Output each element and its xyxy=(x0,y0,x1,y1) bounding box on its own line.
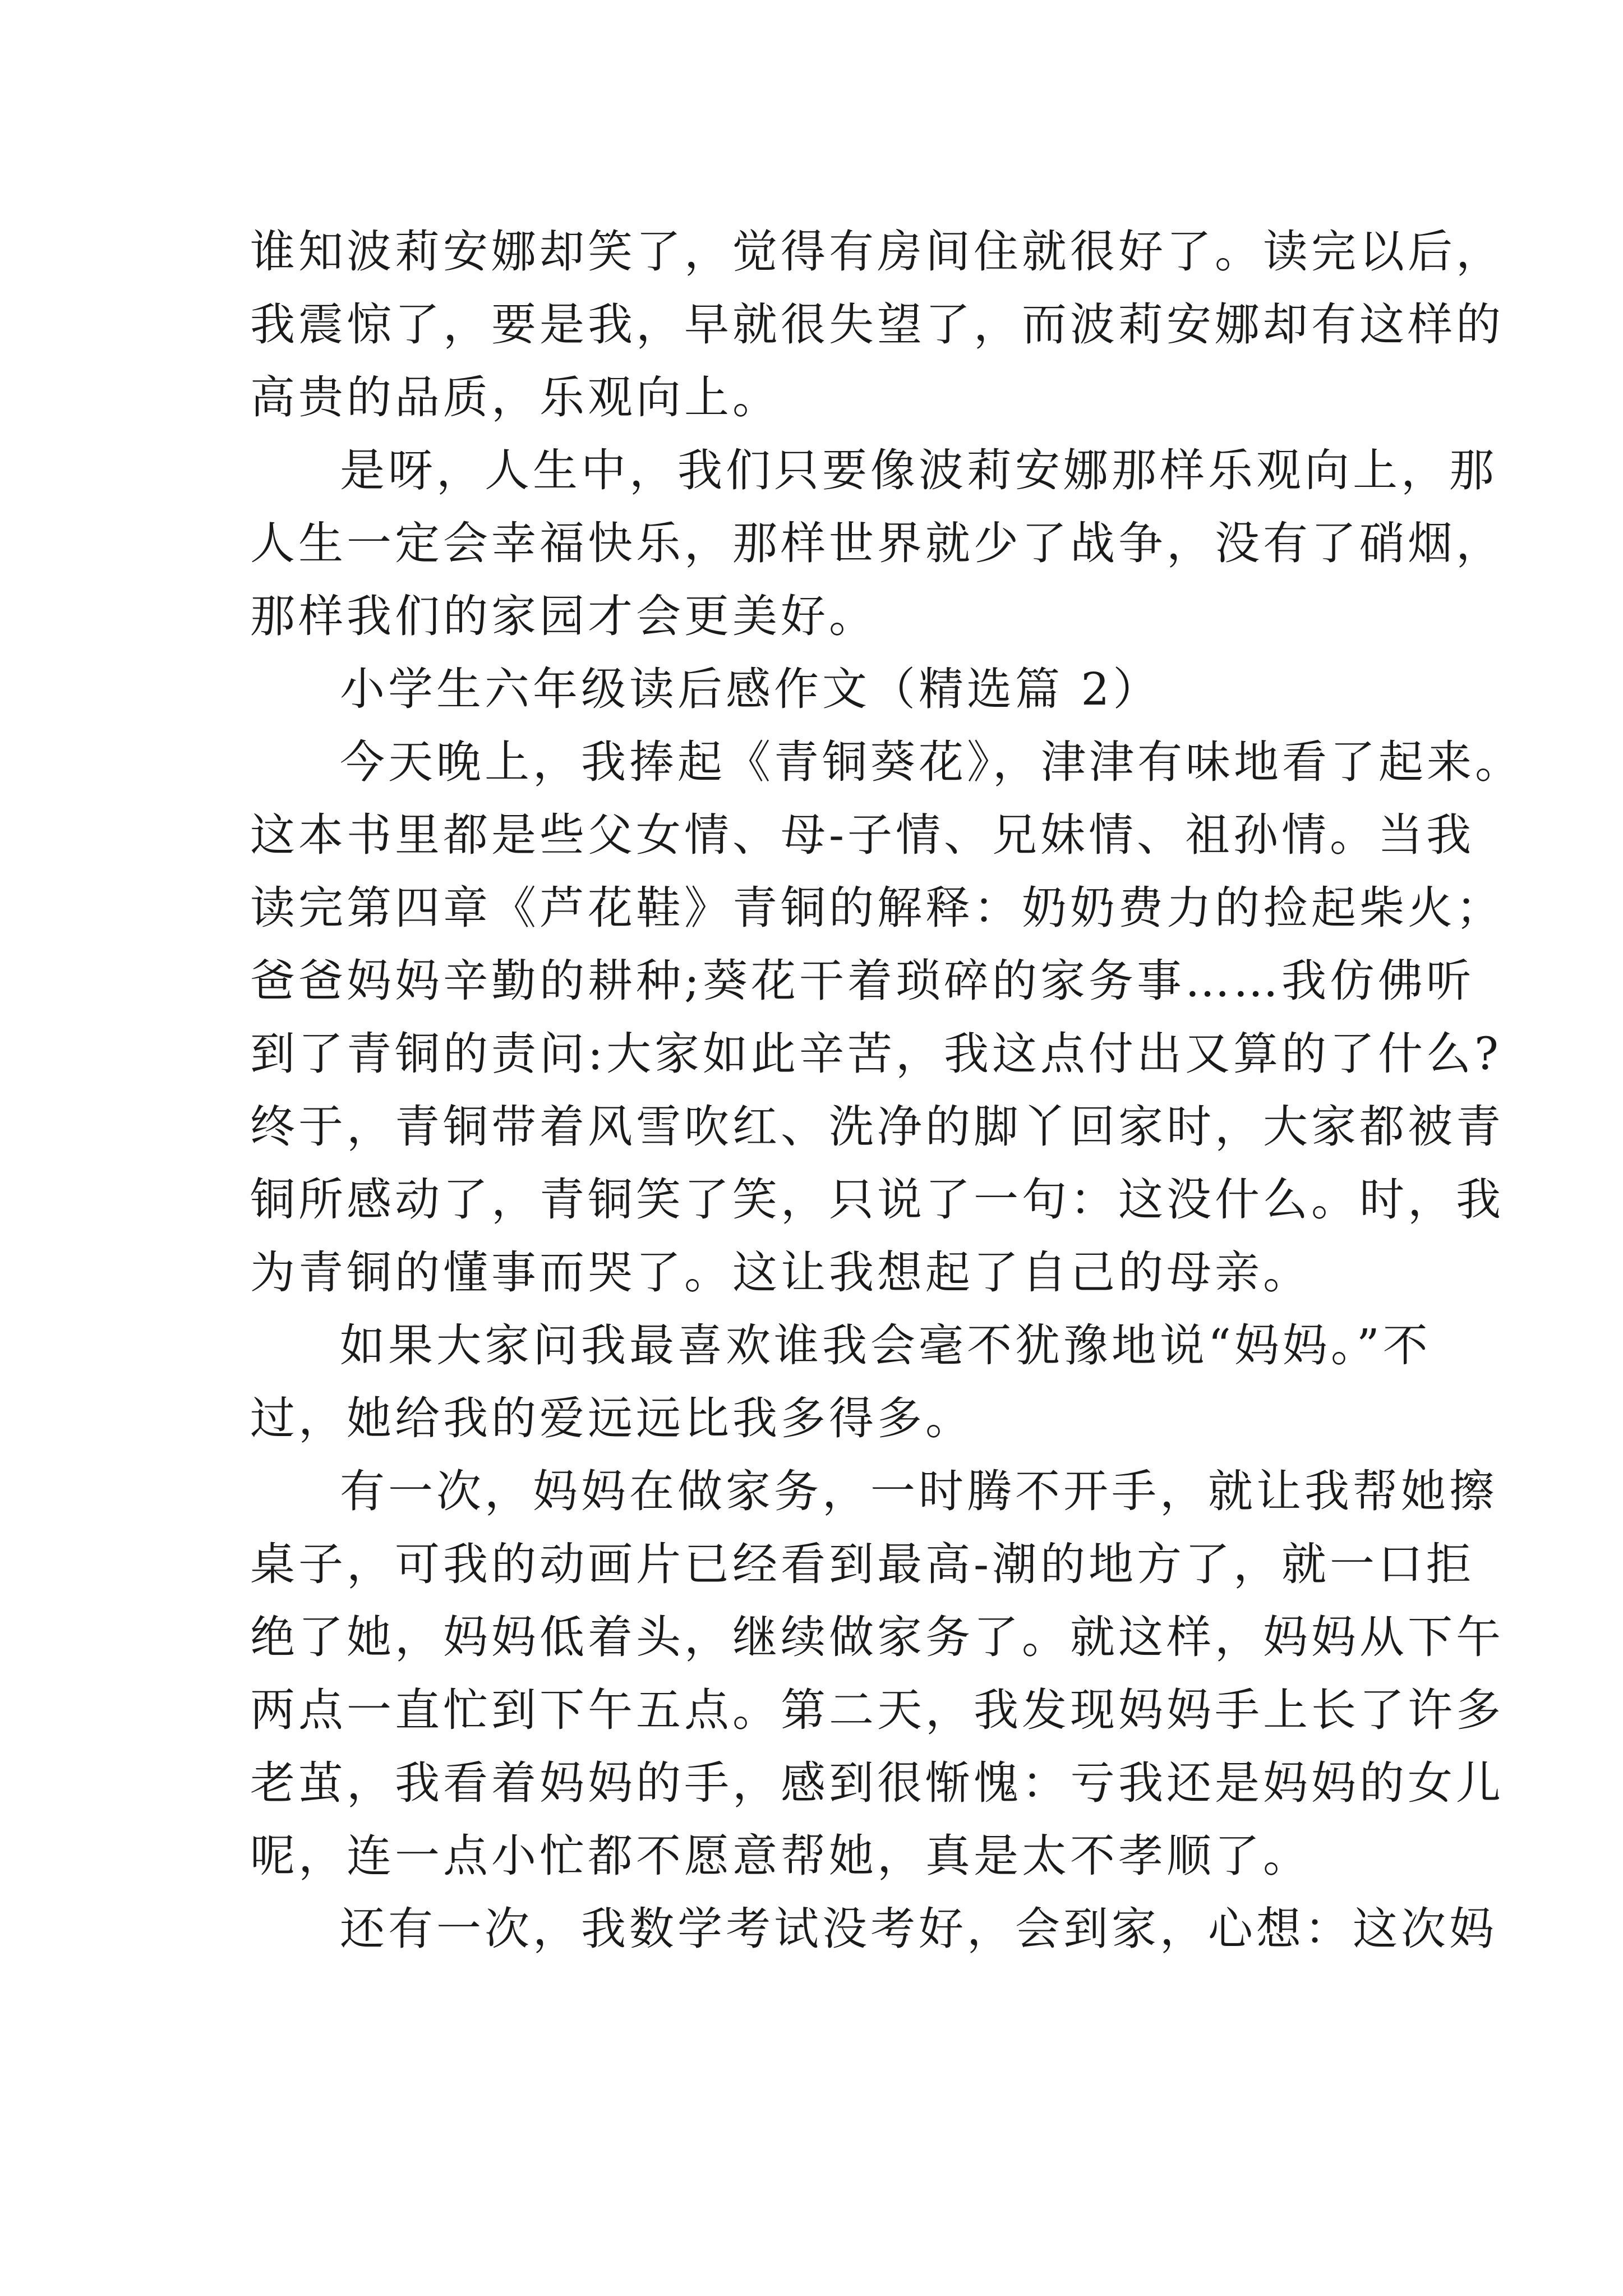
text-line: 爸爸妈妈辛勤的耕种;葵花干着琐碎的家务事……我仿佛听 xyxy=(250,955,1474,1007)
text-line: 人生一定会幸福快乐，那样世界就少了战争，没有了硝烟， xyxy=(250,517,1504,569)
text-line: 绝了她，妈妈低着头，继续做家务了。就这样，妈妈从下午 xyxy=(250,1611,1504,1663)
text-line: 桌子，可我的动画片已经看到最高-潮的地方了，就一口拒 xyxy=(250,1538,1475,1590)
text-line: 终于，青铜带着风雪吹红、洗净的脚丫回家时，大家都被青 xyxy=(250,1101,1504,1153)
text-line: 那样我们的家园才会更美好。 xyxy=(250,590,877,642)
text-line: 读完第四章《芦花鞋》青铜的解释：奶奶费力的捡起柴火； xyxy=(250,882,1504,934)
text-line: 我震惊了，要是我，早就很失望了，而波莉安娜却有这样的 xyxy=(250,298,1504,351)
text-line: 为青铜的懂事而哭了。这让我想起了自己的母亲。 xyxy=(250,1246,1311,1299)
text-line: 还有一次，我数学考试没考好，会到家，心想：这次妈 xyxy=(340,1903,1497,1955)
text-line: 呢，连一点小忙都不愿意帮她，真是太不孝顺了。 xyxy=(250,1830,1311,1882)
text-line: 谁知波莉安娜却笑了，觉得有房间住就很好了。读完以后， xyxy=(250,226,1504,278)
document-body xyxy=(250,215,1523,1966)
text-line: 到了青铜的责问:大家如此辛苦，我这点付出又算的了什么? xyxy=(250,1028,1502,1080)
section-heading: 小学生六年级读后感作文（精选篇 2） xyxy=(340,663,1161,715)
text-line: 今天晚上，我捧起《青铜葵花》，津津有味地看了起来。 xyxy=(340,736,1523,788)
text-line: 两点一直忙到下午五点。第二天，我发现妈妈手上长了许多 xyxy=(250,1684,1504,1736)
text-line: 有一次，妈妈在做家务，一时腾不开手，就让我帮她擦 xyxy=(340,1465,1497,1517)
text-line: 老茧，我看着妈妈的手，感到很惭愧：亏我还是妈妈的女儿 xyxy=(250,1757,1504,1809)
text-line: 过，她给我的爱远远比我多得多。 xyxy=(250,1392,974,1444)
text-line: 铜所感动了，青铜笑了笑，只说了一句：这没什么。时，我 xyxy=(250,1174,1504,1226)
text-line: 高贵的品质，乐观向上。 xyxy=(250,371,781,424)
text-line: 这本书里都是些父女情、母-子情、兄妹情、祖孙情。当我 xyxy=(250,809,1475,861)
text-line: 如果大家问我最喜欢谁我会毫不犹豫地说“妈妈。”不 xyxy=(340,1319,1431,1372)
text-line: 是呀，人生中，我们只要像波莉安娜那样乐观向上，那 xyxy=(340,444,1497,496)
